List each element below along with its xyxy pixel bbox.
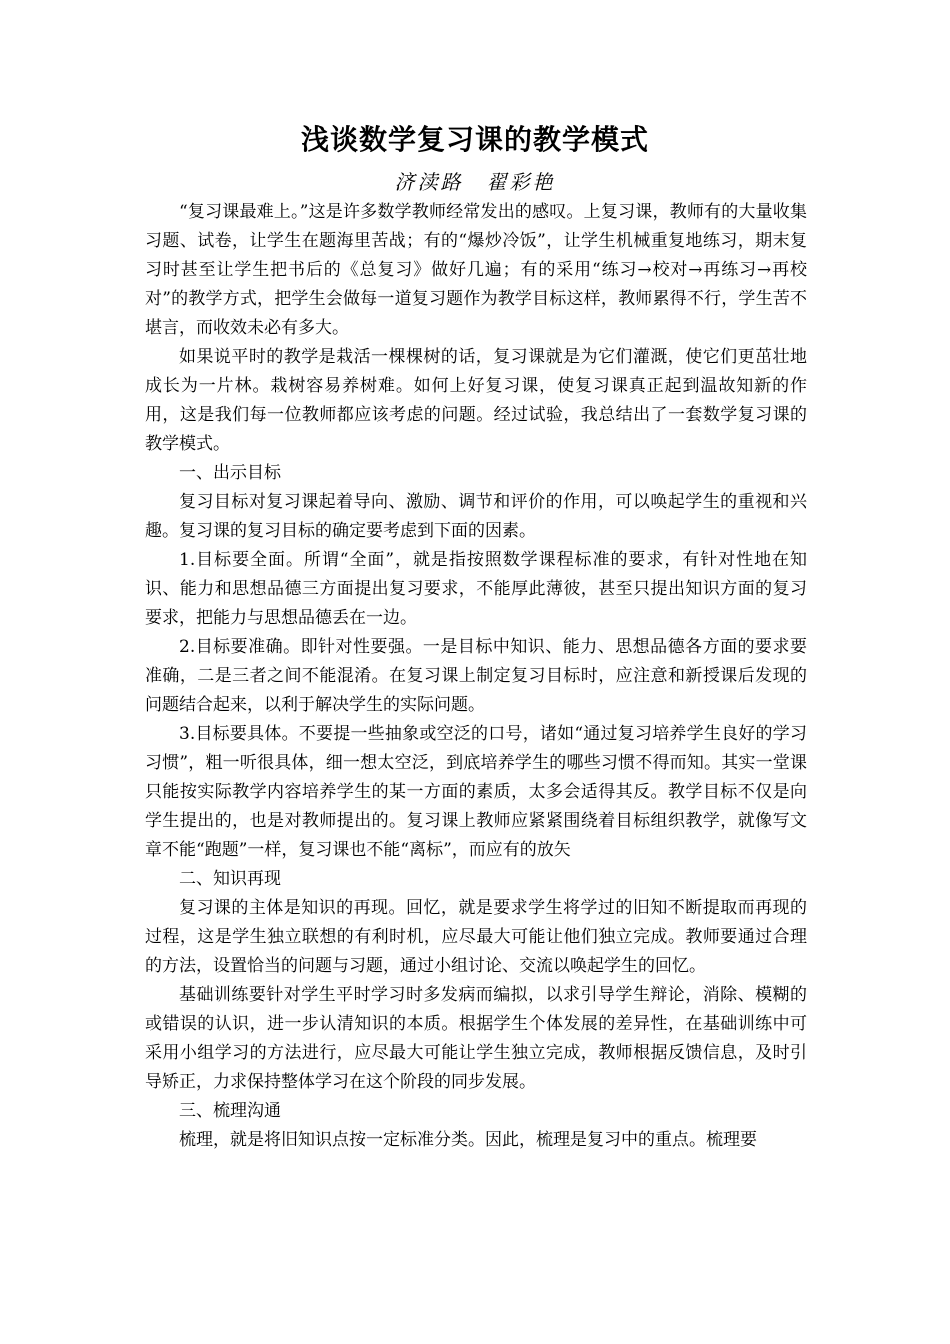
section-heading-2: 二、知识再现 [179, 869, 281, 889]
author-line: 济渎路 翟彩艳 [394, 170, 556, 194]
document-title: 浅谈数学复习课的教学模式 [300, 123, 649, 156]
section-heading-1: 一、出示目标 [179, 463, 281, 483]
paragraph-intro-1: “复习课最难上。”这是许多数学教师经常发出的感叹。上复习课，教师有的大量收集习题、试卷，让学生在题海里苦战；有的“爆炒冷饭”，让学生机械重复地练习，期末复习时甚至让学生把书后的《总复习》做好几遍；有的采用“练习→校对→再练习→再校对”的教学方式，把学生会做每一道复习题作为教学目标这样，教师累得不行，学生苦不堪言，而收效未必有多大。 [145, 202, 807, 338]
paragraph: 复习课的主体是知识的再现。回忆，就是要求学生将学过的旧知不断提取而再现的过程，这是学生独立联想的有利时机，应尽最大可能让他们独立完成。教师要通过合理的方法，设置恰当的问题与习题，通过小组讨论、交流以唤起学生的回忆。 [145, 898, 807, 976]
paragraph: 梳理，就是将旧知识点按一定标准分类。因此，梳理是复习中的重点。梳理要 [179, 1130, 757, 1150]
paragraph: 基础训练要针对学生平时学习时多发病而编拟，以求引导学生辩论，消除、模糊的或错误的认识，进一步认清知识的本质。根据学生个体发展的差异性，在基础训练中可采用小组学习的方法进行，应尽最大可能让学生独立完成，教师根据反馈信息，及时引导矫正，力求保持整体学习在这个阶段的同步发展。 [145, 985, 807, 1092]
paragraph: 1.目标要全面。所谓“全面”，就是指按照数学课程标准的要求，有针对性地在知识、能力和思想品德三方面提出复习要求，不能厚此薄彼，甚至只提出知识方面的复习要求，把能力与思想品德丢在一边。 [145, 550, 807, 628]
paragraph: 2.目标要准确。即针对性要强。一是目标中知识、能力、思想品德各方面的要求要准确，二是三者之间不能混淆。在复习课上制定复习目标时，应注意和新授课后发现的问题结合起来，以利于解决学生的实际问题。 [145, 637, 807, 715]
paragraph: 3.目标要具体。不要提一些抽象或空泛的口号，诸如“通过复习培养学生良好的学习习惯”，粗一听很具体，细一想太空泛，到底培养学生的哪些习惯不得而知。其实一堂课只能按实际教学内容培养学生的某一方面的素质，太多会适得其反。教学目标不仅是向学生提出的，也是对教师提出的。复习课上教师应紧紧围绕着目标组织教学，就像写文章不能“跑题”一样，复习课也不能“离标”，而应有的放矢 [145, 724, 807, 860]
document-body [145, 198, 807, 1155]
paragraph: 复习目标对复习课起着导向、激励、调节和评价的作用，可以唤起学生的重视和兴趣。复习课的复习目标的确定要考虑到下面的因素。 [145, 492, 807, 541]
section-heading-3: 三、梳理沟通 [179, 1101, 281, 1121]
paragraph-intro-2: 如果说平时的教学是栽活一棵棵树的话，复习课就是为它们灌溉，使它们更茁壮地成长为一片林。栽树容易养树难。如何上好复习课，使复习课真正起到温故知新的作用，这是我们每一位教师都应该考虑的问题。经过试验，我总结出了一套数学复习课的教学模式。 [145, 347, 807, 454]
